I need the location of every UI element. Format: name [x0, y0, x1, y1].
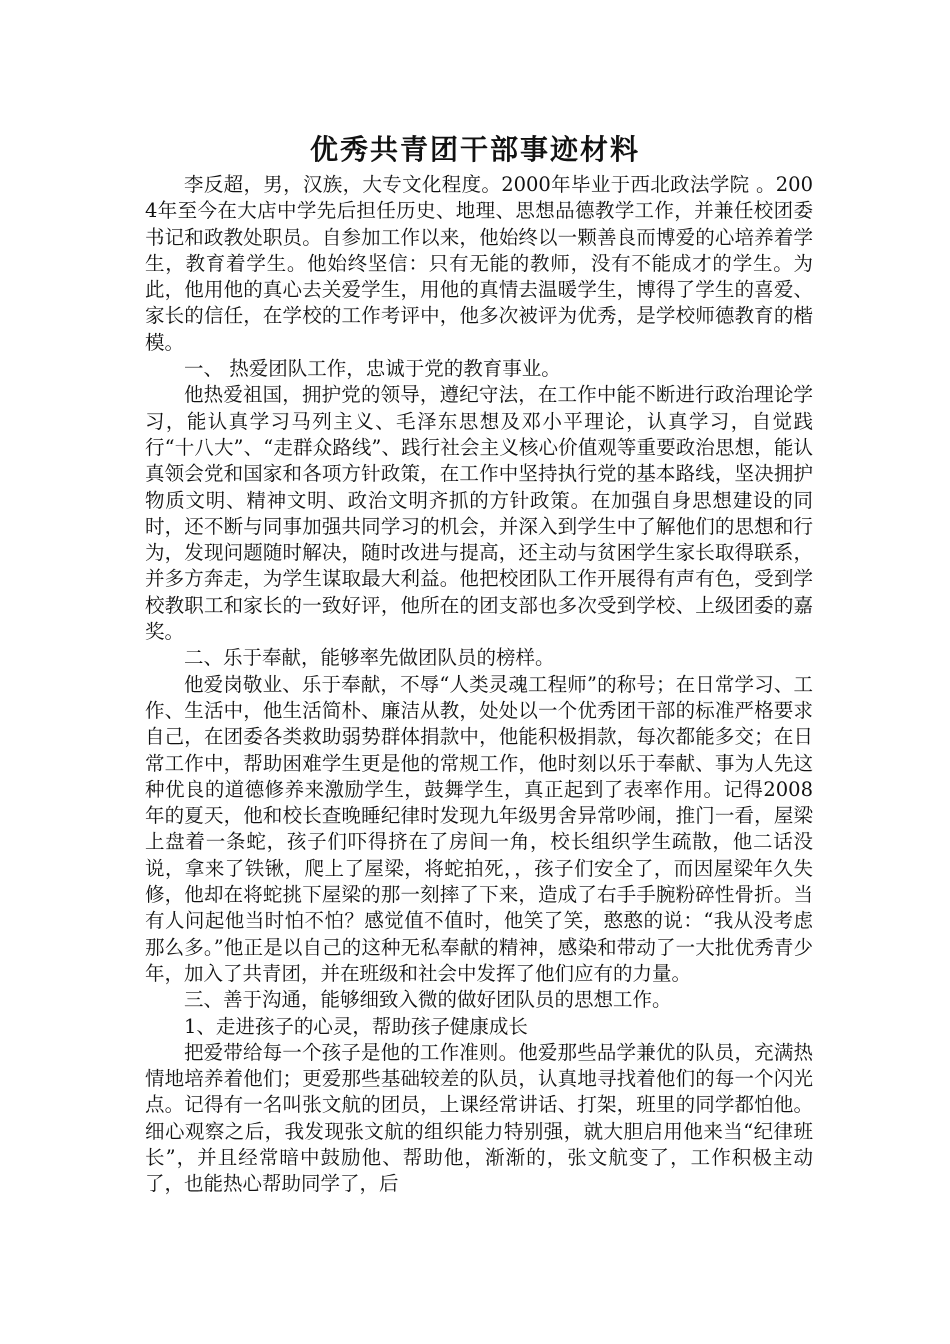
paragraph-section-1: 他热爱祖国，拥护党的领导，遵纪守法，在工作中能不断进行政治理论学习，能认真学习马列主义、毛泽东思想及邓小平理论，认真学习，自觉践行“十八大”、“走群众路线”、践行社会主义核心价值观等重要政治思想，能认真领会党和国家和各项方针政策，在工作中坚持执行党的基本路线，坚决拥护物质文明、精神文明、政治文明齐抓的方针政策。在加强自身思想建设的同时，还不断与同事加强共同学习的机会，并深入到学生中了解他们的思想和行为，发现问题随时解决，随时改进与提高，还主动与贫困学生家长取得联系，并多方奔走，为学生谋取最大利益。他把校团队工作开展得有声有色，受到学校教职工和家长的一致好评，他所在的团支部也多次受到学校、上级团委的嘉奖。: [145, 383, 813, 644]
document-body: [145, 172, 813, 1198]
paragraph-section-2: 他爱岗敬业、乐于奉献，不辱“人类灵魂工程师”的称号；在日常学习、工作、生活中，他生活简朴、廉洁从教，处处以一个优秀团干部的标准严格要求自己，在团委各类救助弱势群体捐款中，他能积极捐款，每次都能多交；在日常工作中，帮助困难学生更是他的常规工作，他时刻以乐于奉献、事为人先这种优良的道德修养来激励学生，鼓舞学生，真正起到了表率作用。记得2008年的夏天，他和校长查晚睡纪律时发现九年级男舍异常吵闹，推门一看，屋梁上盘着一条蛇，孩子们吓得挤在了房间一角，校长组织学生疏散，他二话没说，拿来了铁锹，爬上了屋梁，将蛇拍死，，孩子们安全了，而因屋梁年久失修，他却在将蛇挑下屋梁的那一刻摔了下来，造成了右手手腕粉碎性骨折。当有人问起他当时怕不怕？感觉值不值时，他笑了笑，憨憨的说：“我从没考虑那么多。”他正是以自己的这种无私奉献的精神，感染和带动了一大批优秀青少年，加入了共青团，并在班级和社会中发挥了他们应有的力量。: [145, 672, 813, 985]
subsection-heading-1: 1、走进孩子的心灵，帮助孩子健康成长: [184, 1014, 528, 1038]
section-heading-1: 一、 热爱团队工作，忠诚于党的教育事业。: [184, 357, 561, 381]
paragraph-subsection-1: 把爱带给每一个孩子是他的工作准则。他爱那些品学兼优的队员，充满热情地培养着他们；更爱那些基础较差的队员，认真地寻找着他们的每一个闪光点。记得有一名叫张文航的团员，上课经常讲话、打架，班里的同学都怕他。细心观察之后，我发现张文航的组织能力特别强，就大胆启用他来当“纪律班长”，并且经常暗中鼓励他、帮助他，渐渐的，张文航变了，工作积极主动了，也能热心帮助同学了，后: [145, 1040, 813, 1196]
document-title: 优秀共青团干部事迹材料: [309, 133, 640, 166]
section-heading-3: 三、善于沟通，能够细致入微的做好团队员的思想工作。: [184, 988, 672, 1012]
section-heading-2: 二、乐于奉献，能够率先做团队员的榜样。: [184, 646, 555, 670]
paragraph-intro: 李反超，男，汉族，大专文化程度。2000年毕业于西北政法学院 。2004年至今在大店中学先后担任历史、地理、思想品德教学工作，并兼任校团委书记和政教处职员。自参加工作以来，他始终以一颗善良而博爱的心培养着学生，教育着学生。他始终坚信：只有无能的教师，没有不能成才的学生。为此，他用他的真心去关爱学生，用他的真情去温暖学生，博得了学生的喜爱、家长的信任，在学校的工作考评中，他多次被评为优秀，是学校师德教育的楷模。: [145, 173, 813, 354]
